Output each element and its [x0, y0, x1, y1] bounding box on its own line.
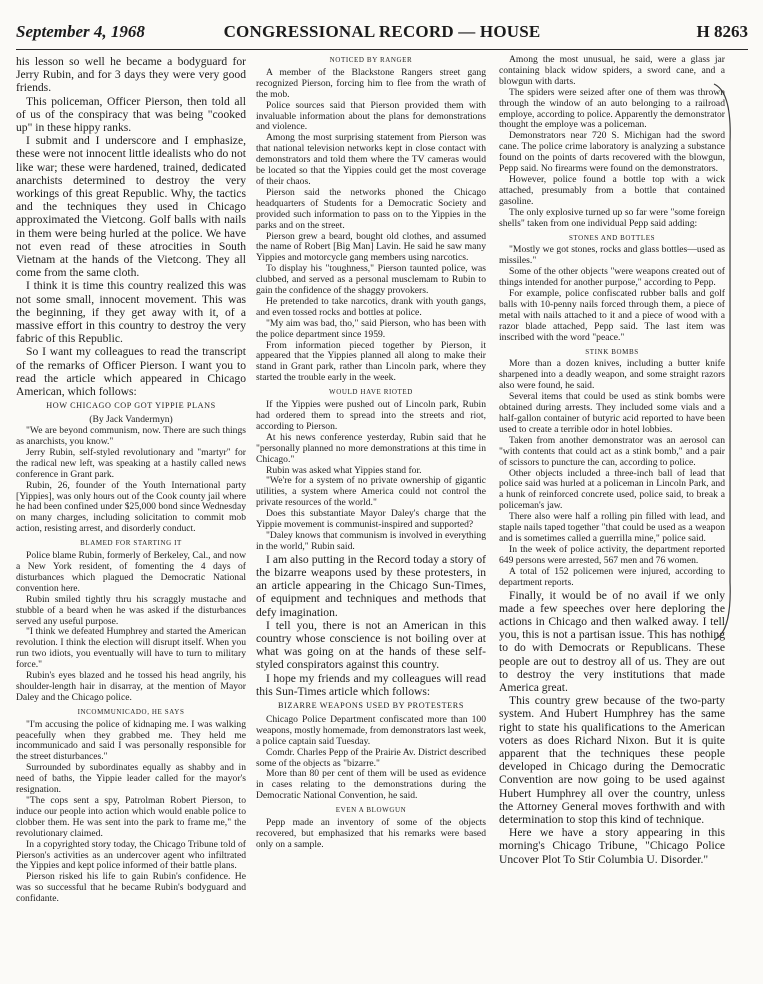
section-heading: STINK BOMBS [585, 347, 639, 356]
paragraph: Pierson said the networks phoned the Chicago headquarters of Students for a Democratic Society and provided such information to pass on to the Yippies in the parks and on the street. [256, 186, 486, 231]
paragraph: Several items that could be used as stink bombs were obtained during arrests. They included some vials and a half-gallon container of butyric acid reported to have been used to create a terrible odor in hotel lobbies. [499, 391, 725, 435]
paragraph: This policeman, Officer Pierson, then told all of us of the conspiracy that was being "cooked up" in these hippy ranks. [16, 94, 246, 135]
paragraph: Police sources said that Pierson provided them with invaluable information about the plans for demonstrations and violence. [256, 99, 486, 133]
paragraph: To display his "toughness," Pierson taunted police, was clubbed, and served as a personal musclemam to Rubin to gain the confidence of the shaggy provokers. [256, 263, 486, 297]
article-title: BIZARRE WEAPONS USED BY PROTESTERS [278, 701, 464, 711]
header-rule [16, 49, 748, 50]
paragraph: A total of 152 policemen were injured, according to department reports. [499, 565, 725, 588]
paragraph: So I want my colleagues to read the transcript of the remarks of Officer Pierson. I want you to read the article which appeared in Chicago American, which follows: [16, 345, 246, 399]
paragraph: I think it is time this country realized this was not some small, innocent movement. This was the beginning, if they get away with it, of a massive effort in this country to destroy the very fabric of this Republic. [16, 279, 246, 346]
paragraph: More than a dozen knives, including a butter knife sharpened into a deadly weapon, and some straight razors also were found, he said. [499, 358, 725, 392]
paragraph: Jerry Rubin, self-styled revolutionary and "martyr" for the radical new left, was speaking at a hastily called news conference in Grant park. [16, 446, 246, 480]
paragraph: Police blame Rubin, formerly of Berkeley, Cal., and now a New York resident, of fomenting the 4 days of disturbances which plagued the Democratic National convention here. [16, 550, 246, 594]
paragraph: "Mostly we got stones, rocks and glass bottles—used as missiles." [499, 244, 725, 267]
article-title: HOW CHICAGO COP GOT YIPPIE PLANS [46, 401, 216, 411]
margin-bracket-mark [712, 82, 736, 642]
paragraph: Pierson grew a beard, bought old clothes, and assumed the name of Robert [Big Man] Lavin. He said he saw many Yippies and motorcycle gang members using narcotics. [256, 230, 486, 264]
paragraph: He pretended to take narcotics, drank with youth gangs, and even tossed rocks and bottles at police. [256, 295, 486, 318]
paragraph: Comdr. Charles Pepp of the Prairie Av. District described some of the objects as "bizarre." [256, 746, 486, 769]
paragraph: his lesson so well he became a bodyguard for Jerry Rubin, and for 3 days they were very good friends. [16, 55, 246, 95]
paragraph: Among the most surprising statement from Pierson was that national television networks kept in close contact with demonstrators and told them where the TV cameras would be located so that the Yippies could get the most coverage of their chaos. [256, 132, 486, 187]
paragraph: "The cops sent a spy, Patrolman Robert Pierson, to induce our people into action which would enable police to clobber them. He was sent into the park to frame me," the revolutionary claimed. [16, 795, 246, 839]
column-3 [499, 55, 725, 866]
paragraph: Rubin smiled tightly thru his scraggly mustache and stubble of a beard when he was asked if the disturbances served any useful purpose. [16, 593, 246, 627]
paragraph: "I think we defeated Humphrey and started the American revolution. I think the election will disrupt itself. When you run two idiots, you eventually will have to turn to military force." [16, 626, 246, 671]
paragraph: Taken from another demonstrator was an aerosol can "with contents that could act as a stink bomb," and a pair of scissors to puncture the can, according to police. [499, 434, 725, 468]
paragraph: For example, police confiscated rubber balls and golf balls with 10-penny nails forced through them, a piece of metal with nails attached to it and a piece of wood with a razor blade attached, Pepp said. The last item was inscribed with the word "peace." [499, 288, 725, 343]
paragraph: More than 80 per cent of them will be used as evidence in cases relating to the demonstrations during the Democratic National Convention, he said. [256, 768, 486, 802]
section-heading: NOTICED BY RANGER [329, 56, 413, 64]
record-date: September 4, 1968 [16, 22, 145, 41]
paragraph: Pepp made an inventory of some of the objects recovered, but emphasized that his remarks were based only on a sample. [256, 817, 486, 850]
paragraph: This country grew because of the two-party system. And Hubert Humphrey has the same right to state his qualifications to the American voters as does Richard Nixon. But it is quite apparent that the techniques these people developed in Chicago during the Democratic Convention are now going to be used against Hubert Humphrey all over the country, unless the Attorney General moves forthwith and with determination to stop this kind of technique. [499, 694, 725, 826]
paragraph: Other objects included a three-inch ball of lead that police said was hurled at a policeman in Lincoln Park, and a hunk of reinforced concrete used, police said, to break a policeman's jaw. [499, 467, 725, 512]
paragraph: In a copyrighted story today, the Chicago Tribune told of Pierson's activities as an undercover agent who infiltrated the Yippies and kept police informed of their battle plans. [16, 838, 246, 872]
section-heading: EVEN A BLOWGUN [335, 806, 407, 815]
paragraph: I am also putting in the Record today a story of the bizarre weapons used by these protesters, in an article appearing in the Chicago Sun-Times, of equipment and techniques and methods that defy imagination. [256, 552, 486, 619]
column-1 [16, 55, 246, 905]
paragraph: The only explosive turned up so far were "some foreign shells" taken from one individual Pepp said adding: [499, 206, 725, 229]
paragraph: Demonstrators near 720 S. Michigan had the sword cane. The police crime laboratory is analyzing a substance found on the points of darts recovered with the blowgun, Pepp said. No firearms were found on the demonstrators. [499, 130, 725, 175]
section-heading: WOULD HAVE RIOTED [329, 388, 413, 397]
paragraph: "We're for a system of no private ownership of gigantic utilities, a system where America could not control the private resources of the world." [256, 475, 486, 509]
paragraph: In the week of police activity, the department reported 649 persons were arrested, 567 men and 76 women. [499, 543, 725, 566]
column-2 [256, 55, 486, 851]
paragraph: "My aim was bad, tho," said Pierson, who has been with the police department since 1959. [256, 317, 486, 340]
paragraph: Does this substantiate Mayor Daley's charge that the Yippie movement is communist-inspired and supported? [256, 508, 486, 531]
paragraph: Some of the other objects "were weapons created out of things intended for another purpose," according to Pepp. [499, 266, 725, 289]
paragraph: I submit and I underscore and I emphasize, these were not innocent little idealists who do not like war; these were hardened, trained, dedicated anarchists determined to destroy the very workings of this great Republic. Why, the tactics and the techniques they used in Chicago approximated the Vietcong. Golf balls with nails in them were being hurled at the police. We have not even read of these atrocities in South Vietnam at the hands of the Vietcong. They all come from the same cloth. [16, 134, 246, 280]
paragraph: I hope my friends and my colleagues will read this Sun-Times article which follows: [256, 671, 486, 698]
paragraph: Pierson risked his life to gain Rubin's confidence. He was so successful that he became Rubin's bodyguard and confidante. [16, 871, 246, 905]
page-header [16, 22, 748, 48]
paragraph: "Daley knows that communism is involved in everything in the world," Rubin said. [256, 529, 486, 552]
paragraph: I tell you, there is not an American in this country whose conscience is not boiling over at what was going on at the hands of these self-styled conspirators against this country. [256, 618, 486, 672]
paragraph: Rubin, 26, founder of the Youth International party [Yippies], was only hours out of the Cook county jail where he had been confined under $25,000 bond since Wednesday on many charges, including solicitation to commit mob action, resisting arrest, and disorderly conduct. [16, 479, 246, 535]
section-heading: STONES AND BOTTLES [568, 233, 656, 242]
paragraph: Rubin's eyes blazed and he tossed his head angrily, his shoulder-length hair in disarray, at the mention of Mayor Daley and the Chicago police. [16, 670, 246, 703]
paragraph: Surrounded by subordinates equally as shabby and in need of baths, the Yippie leader called for the mayor's resignation. [16, 762, 246, 796]
section-heading: INCOMMUNICADO, HE SAYS [77, 707, 185, 716]
paragraph: From information pieced together by Pierson, it appeared that the Yippies planned all along to make their stand in Grant park, rather than Lincoln park, where they started the trouble early in the week. [256, 339, 486, 384]
paragraph: At his news conference yesterday, Rubin said that he "personally planned no more demonstrations at this time in Chicago." [256, 431, 486, 465]
paragraph: Among the most unusual, he said, were a glass jar containing black widow spiders, a sword cane, and a blowgun with darts. [499, 54, 725, 87]
byline: (By Jack Vandermyn) [89, 414, 173, 426]
paragraph: Rubin was asked what Yippies stand for. [266, 464, 422, 476]
paragraph: A member of the Blackstone Rangers street gang recognized Pierson, forcing him to flee from the wrath of the mob. [256, 66, 486, 100]
paragraph: The spiders were seized after one of them was thrown through the window of an auto belonging to a railroad employe, according to police. Apparently the demonstrator thought the employe was a policeman. [499, 86, 725, 131]
record-title: CONGRESSIONAL RECORD — HOUSE [223, 22, 541, 41]
paragraph: If the Yippies were pushed out of Lincoln park, Rubin had ordered them to spread into the streets and riot, according to Pierson. [256, 399, 486, 432]
page-number: H 8263 [696, 22, 748, 41]
paragraph: Chicago Police Department confiscated more than 100 weapons, mostly homemade, from demonstrators last week, a police captain said Tuesday. [256, 713, 486, 747]
paragraph: "I'm accusing the police of kidnaping me. I was walking peacefully when they grabbed me. They held me incommunicado and said I was personally responsible for the street disturbances." [16, 718, 246, 763]
paragraph: There also were half a rolling pin filled with lead, and staple nails taped together "that could be used as a weapon and is sometimes called a guerrilla mine," police said. [499, 511, 725, 544]
section-heading: BLAMED FOR STARTING IT [80, 539, 182, 548]
paragraph: Finally, it would be of no avail if we only made a few speeches over here deploring the actions in Chicago and then walked away. I tell you, this is not a partisan issue. This has nothing to do with Democrats or Republicans. These people are out to destroy all of us. They are out to destroy the very institutions that made America great. [499, 588, 725, 694]
paragraph: "We are beyond communism, now. There are such things as anarchists, you know." [16, 425, 246, 447]
paragraph: However, police found a bottle top with a wick attached, presumably from a bottle that contained gasoline. [499, 173, 725, 207]
paragraph: Here we have a story appearing in this morning's Chicago Tribune, "Chicago Police Uncover Plot To Stir Columbia U. Disorder." [499, 826, 725, 866]
